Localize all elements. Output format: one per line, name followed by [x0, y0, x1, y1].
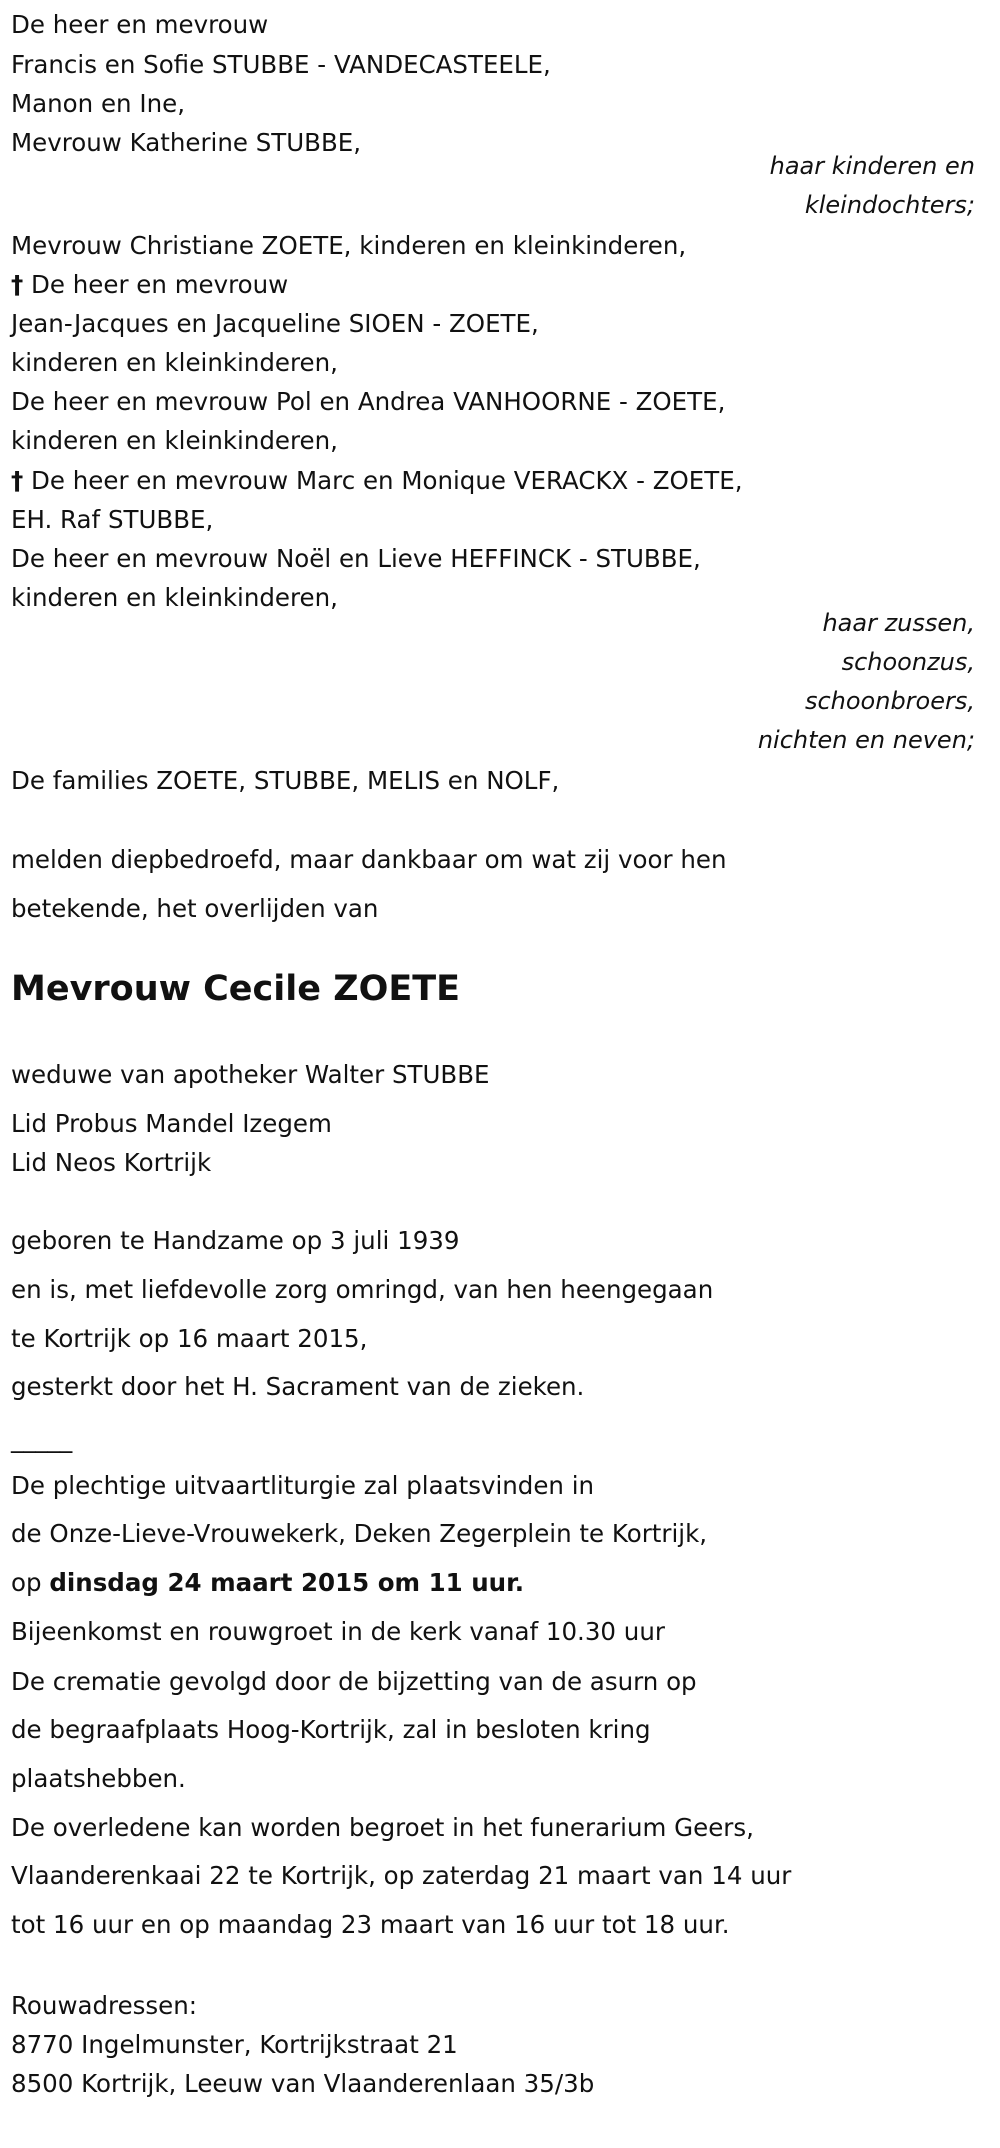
addresses-label: Rouwadressen: [11, 1991, 198, 2020]
family-line: De heer en mevrouw Pol en Andrea VANHOORNE - ZOETE, [11, 387, 726, 416]
membership-line: Lid Probus Mandel Izegem [11, 1109, 332, 1138]
funeral-line: De plechtige uitvaartliturgie zal plaatsvinden in [11, 1471, 595, 1500]
widow-line: weduwe van apotheker Walter STUBBE [11, 1060, 490, 1089]
family-line: De heer en mevrouw Noël en Lieve HEFFINCK - STUBBE, [11, 544, 701, 573]
funeral-line: tot 16 uur en op maandag 23 maart van 16 uur tot 18 uur. [11, 1910, 730, 1939]
relation-label: schoonzus, [841, 648, 975, 676]
biography-line: geboren te Handzame op 3 juli 1939 [11, 1226, 460, 1255]
family-line: Manon en Ine, [11, 89, 185, 118]
funeral-line: de Onze-Lieve-Vrouwekerk, Deken Zegerplein te Kortrijk, [11, 1519, 708, 1548]
family-line: EH. Raf STUBBE, [11, 505, 214, 534]
address-line: 8500 Kortrijk, Leeuw van Vlaanderenlaan 35/3b [11, 2069, 595, 2098]
family-line: Francis en Sofie STUBBE - VANDECASTEELE, [11, 50, 551, 79]
funeral-line: de begraafplaats Hoog-Kortrijk, zal in besloten kring [11, 1715, 651, 1744]
deceased-name: Mevrouw Cecile ZOETE [11, 969, 461, 1009]
biography-line: en is, met liefdevolle zorg omringd, van hen heengegaan [11, 1275, 714, 1304]
address-line: 8770 Ingelmunster, Kortrijkstraat 21 [11, 2030, 458, 2059]
relation-label: haar kinderen en [769, 152, 975, 180]
family-line [11, 265, 288, 304]
announcement-line: betekende, het overlijden van [11, 894, 379, 923]
announcement-line: melden diepbedroefd, maar dankbaar om wat zij voor hen [11, 845, 727, 874]
family-line: kinderen en kleinkinderen, [11, 348, 338, 377]
cross-icon: † [11, 270, 24, 299]
funeral-line: De overledene kan worden begroet in het funerarium Geers, [11, 1813, 754, 1842]
funeral-date-prefix: op [11, 1568, 50, 1597]
funeral-date: dinsdag 24 maart 2015 om 11 uur. [49, 1568, 524, 1597]
biography-line: gesterkt door het H. Sacrament van de zieken. [11, 1372, 585, 1401]
family-line: De heer en mevrouw [11, 10, 269, 39]
family-line: kinderen en kleinkinderen, [11, 426, 338, 455]
family-line: kinderen en kleinkinderen, [11, 583, 338, 612]
relation-label: haar zussen, [822, 609, 975, 637]
relation-label: schoonbroers, [804, 687, 975, 715]
funeral-line: De crematie gevolgd door de bijzetting van de asurn op [11, 1667, 697, 1696]
funeral-line: Bijeenkomst en rouwgroet in de kerk vanaf 10.30 uur [11, 1617, 665, 1646]
cross-icon: † [11, 466, 24, 495]
membership-line: Lid Neos Kortrijk [11, 1148, 212, 1177]
relation-label: kleindochters; [804, 191, 975, 219]
separator: _____ [11, 1424, 73, 1453]
funeral-line: Vlaanderenkaai 22 te Kortrijk, op zaterdag 21 maart van 14 uur [11, 1861, 792, 1890]
family-line: Jean-Jacques en Jacqueline SIOEN - ZOETE, [11, 309, 539, 338]
funeral-line: plaatshebben. [11, 1764, 186, 1793]
family-line [11, 461, 743, 500]
funeral-date-line [11, 1563, 524, 1602]
biography-line: te Kortrijk op 16 maart 2015, [11, 1324, 368, 1353]
family-line-text: De heer en mevrouw Marc en Monique VERACKX - ZOETE, [23, 466, 743, 495]
family-line: Mevrouw Katherine STUBBE, [11, 128, 362, 157]
relation-label: nichten en neven; [757, 726, 975, 754]
family-line: De families ZOETE, STUBBE, MELIS en NOLF, [11, 766, 560, 795]
family-line-text: De heer en mevrouw [23, 270, 289, 299]
family-line: Mevrouw Christiane ZOETE, kinderen en kleinkinderen, [11, 231, 687, 260]
